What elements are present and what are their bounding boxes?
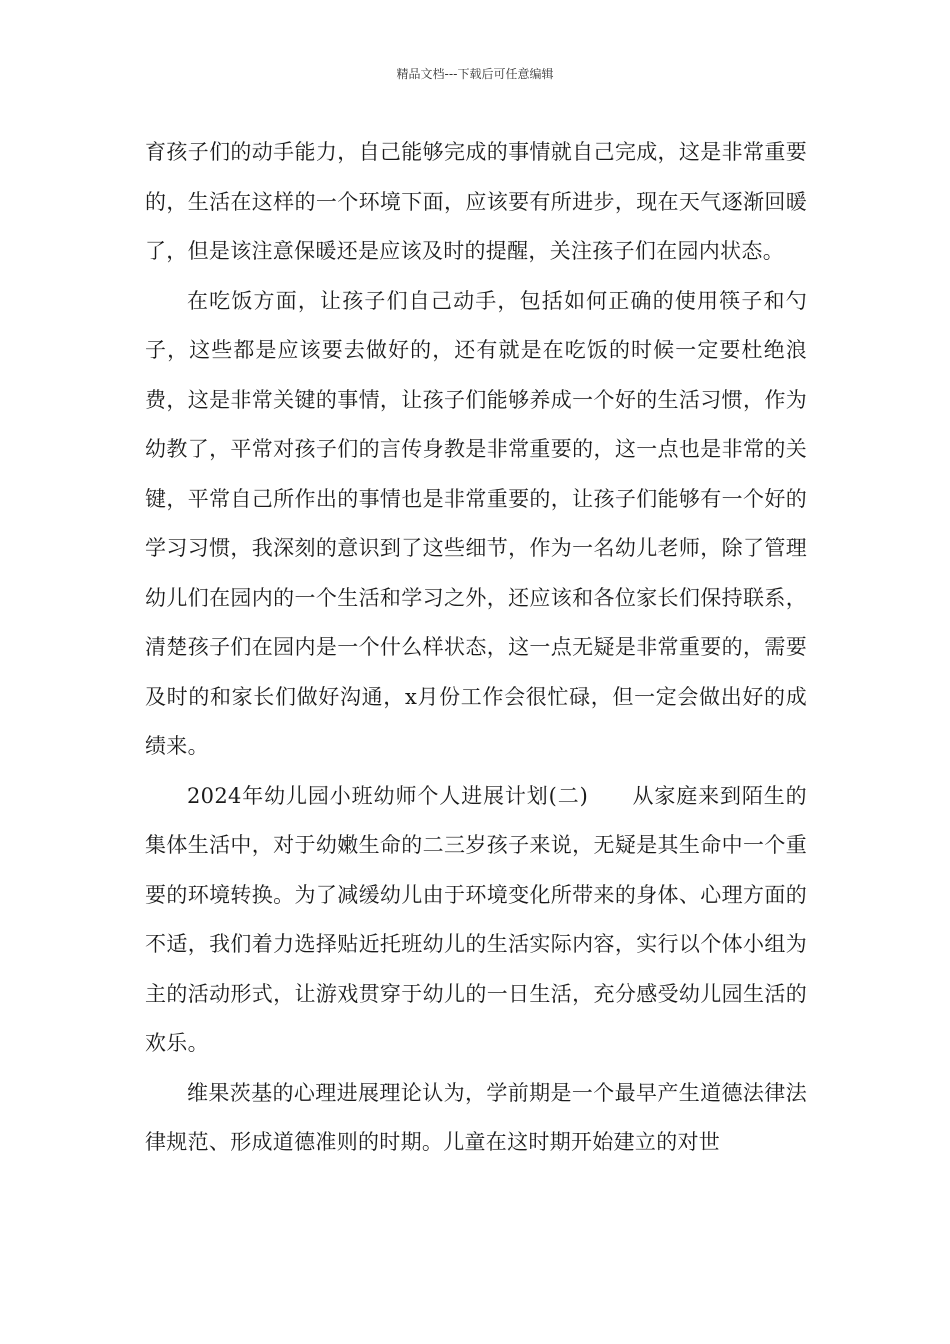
paragraph: 育孩子们的动手能力，自己能够完成的事情就自己完成，这是非常重要的，生活在这样的一个环境下面，应该要有所进步，现在天气逐渐回暖了，但是该注意保暖还是应该及时的提醒，关注孩子们在园内状态。 — [145, 140, 807, 263]
paragraph: 维果茨基的心理进展理论认为，学前期是一个最早产生道德法律法律规范、形成道德准则的时期。儿童在这时期开始建立的对世 — [145, 1080, 807, 1154]
document-body — [145, 128, 807, 1168]
paragraph: 2024年幼儿园小班幼师个人进展计划(二) 从家庭来到陌生的集体生活中，对于幼嫩生命的二三岁孩子来说，无疑是其生命中一个重要的环境转换。为了减缓幼儿由于环境变化所带来的身体、心理方面的不适，我们着力选择贴近托班幼儿的生活实际内容，实行以个体小组为主的活动形式，让游戏贯穿于幼儿的一日生活，充分感受幼儿园生活的欢乐。 — [145, 783, 807, 1055]
page-header: 精品文档---下载后可任意编辑 — [396, 67, 554, 81]
paragraph: 在吃饭方面，让孩子们自己动手，包括如何正确的使用筷子和勺子，这些都是应该要去做好的，还有就是在吃饭的时候一定要杜绝浪费，这是非常关键的事情，让孩子们能够养成一个好的生活习惯，作为幼教了，平常对孩子们的言传身教是非常重要的，这一点也是非常的关键，平常自己所作出的事情也是非常重要的，让孩子们能够有一个好的学习习惯，我深刻的意识到了这些细节，作为一名幼儿老师，除了管理幼儿们在园内的一个生活和学习之外，还应该和各位家长们保持联系，清楚孩子们在园内是一个什么样状态，这一点无疑是非常重要的，需要及时的和家长们做好沟通，x月份工作会很忙碌，但一定会做出好的成绩来。 — [145, 288, 807, 758]
